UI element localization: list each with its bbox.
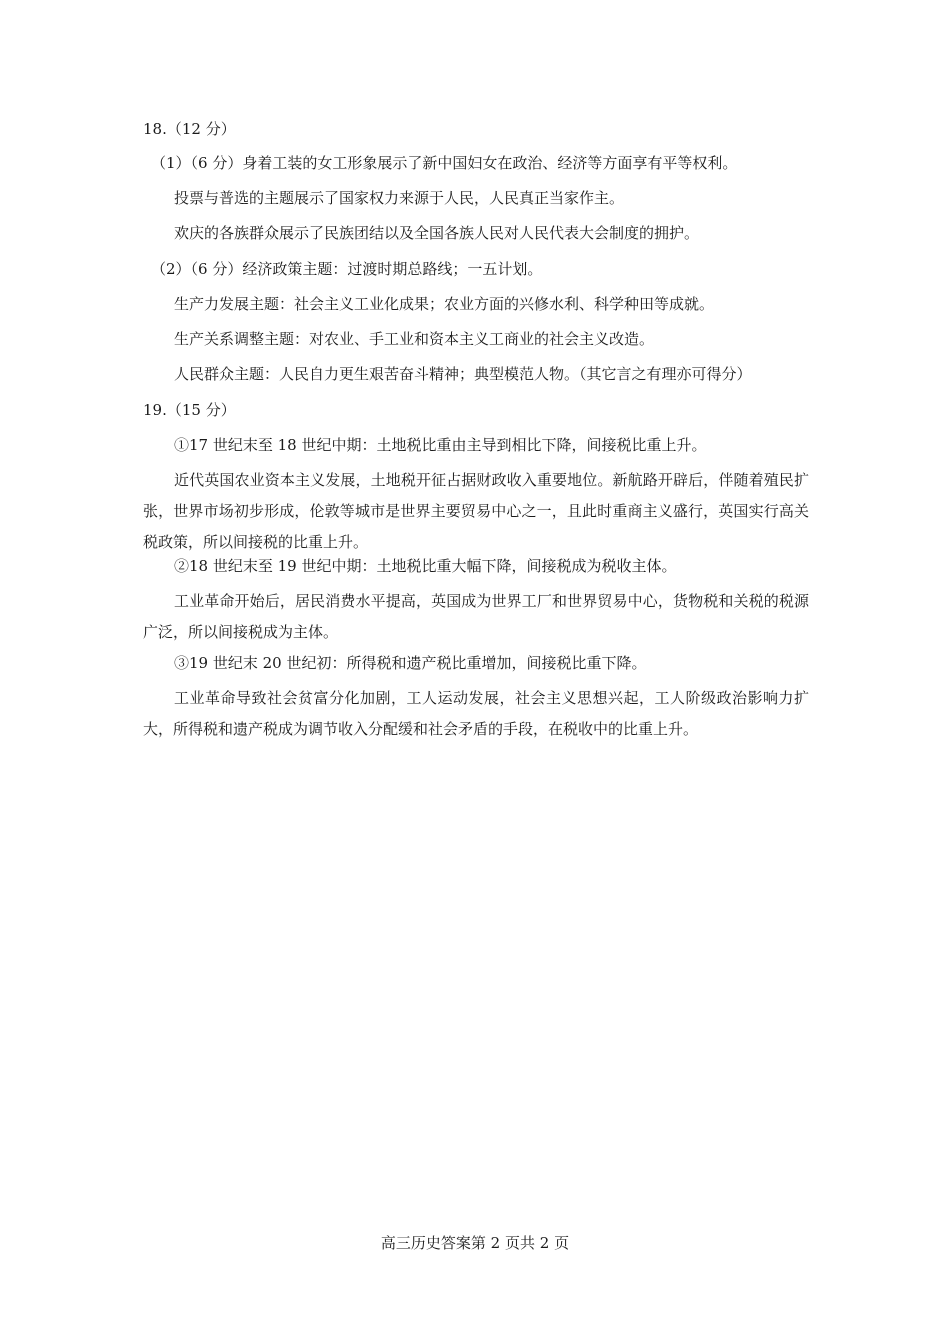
q18-part1-line-1: 投票与普选的主题展示了国家权力来源于人民，人民真正当家作主。	[174, 189, 625, 207]
q19-stage2-title: ②18 世纪末至 19 世纪中期：土地税比重大幅下降，间接税成为税收主体。	[174, 557, 677, 575]
q18-part2-intro: （2）（6 分）经济政策主题：过渡时期总路线；一五计划。	[151, 260, 543, 278]
q18-part2-line-3: 人民群众主题：人民自力更生艰苦奋斗精神；典型模范人物。（其它言之有理亦可得分）	[174, 365, 752, 383]
q18-heading: 18.（12 分）	[143, 120, 236, 138]
q19-stage3-title: ③19 世纪末 20 世纪初：所得税和遗产税比重增加，间接税比重下降。	[174, 654, 647, 672]
q19-stage1-body: 近代英国农业资本主义发展，土地税开征占据财政收入重要地位。新航路开辟后，伴随着殖民扩张，世界市场初步形成，伦敦等城市是世界主要贸易中心之一，且此时重商主义盛行，英国实行高关税政策，所以间接税的比重上升。	[143, 471, 809, 551]
q19-stage3-body: 工业革命导致社会贫富分化加剧，工人运动发展，社会主义思想兴起，工人阶级政治影响力扩大，所得税和遗产税成为调节收入分配缓和社会矛盾的手段，在税收中的比重上升。	[143, 689, 809, 738]
q19-stage1-title: ①17 世纪末至 18 世纪中期：土地税比重由主导到相比下降，间接税比重上升。	[174, 436, 707, 454]
q19-heading: 19.（15 分）	[143, 401, 236, 419]
q18-part1-line-2: 欢庆的各族群众展示了民族团结以及全国各族人民对人民代表大会制度的拥护。	[174, 224, 700, 242]
q18-part2-line-1: 生产力发展主题：社会主义工业化成果；农业方面的兴修水利、科学种田等成就。	[174, 295, 715, 313]
q18-part1-intro: （1）（6 分）身着工装的女工形象展示了新中国妇女在政治、经济等方面享有平等权利。	[151, 154, 738, 172]
page-footer: 高三历史答案第 2 页共 2 页	[380, 1234, 570, 1252]
q19-stage2-body: 工业革命开始后，居民消费水平提高，英国成为世界工厂和世界贸易中心，货物税和关税的税源广泛，所以间接税成为主体。	[143, 592, 809, 641]
q18-part2-line-2: 生产关系调整主题：对农业、手工业和资本主义工商业的社会主义改造。	[174, 330, 655, 348]
